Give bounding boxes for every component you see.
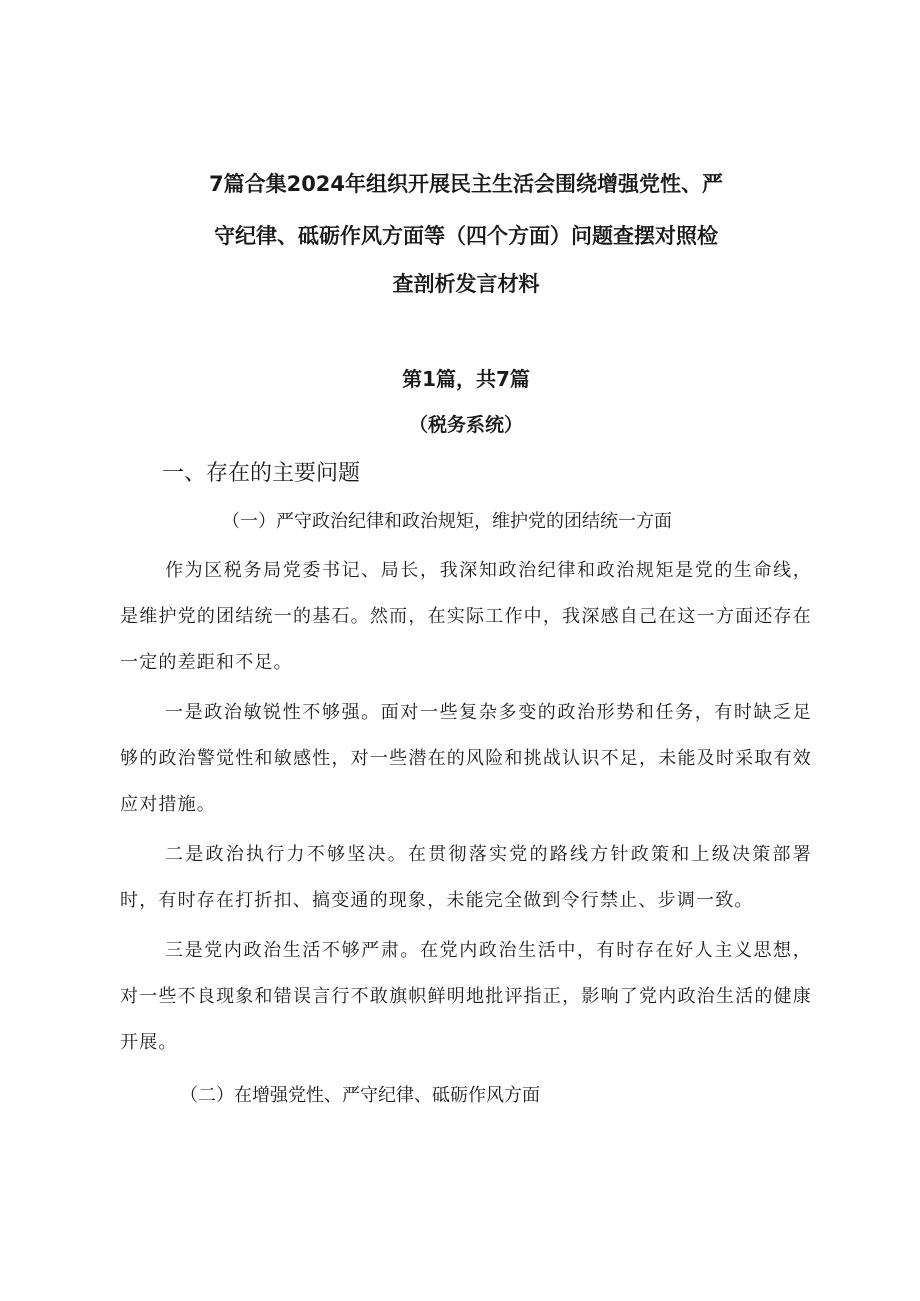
body-paragraph: 一是政治敏锐性不够强。面对一些复杂多变的政治形势和任务，有时缺乏足够的政治警觉性和敏感性，对一些潜在的风险和挑战认识不足，未能及时采取有效应对措施。 xyxy=(120,702,812,815)
document-title-line-1: 7篇合集2024年组织开展民主生活会围绕增强党性、严 xyxy=(208,172,724,196)
body-paragraph: 作为区税务局党委书记、局长，我深知政治纪律和政治规矩是党的生命线，是维护党的团结统一的基石。然而，在实际工作中，我深感自己在这一方面还存在一定的差距和不足。 xyxy=(120,560,812,673)
section-heading: 一、存在的主要问题 xyxy=(162,461,361,486)
body-paragraph: 三是党内政治生活不够严肃。在党内政治生活中，有时存在好人主义思想，对一些不良现象和错误言行不敢旗帜鲜明地批评指正，影响了党内政治生活的健康开展。 xyxy=(120,940,812,1053)
subsection-heading-2: （二）在增强党性、严守纪律、砥砺作风方面 xyxy=(180,1085,540,1106)
document-title-line-2: 守纪律、砥砺作风方面等（四个方面）问题查摆对照检 xyxy=(214,224,718,248)
subsection-heading-1: （一）严守政治纪律和政治规矩，维护党的团结统一方面 xyxy=(222,511,672,532)
document-title-line-3: 查剖析发言材料 xyxy=(392,272,540,296)
part-number: 第1篇，共7篇 xyxy=(402,367,530,391)
part-subtitle: （税务系统） xyxy=(408,414,523,436)
body-paragraph: 二是政治执行力不够坚决。在贯彻落实党的路线方针政策和上级决策部署时，有时存在打折扣、搞变通的现象，未能完全做到令行禁止、步调一致。 xyxy=(120,844,812,911)
